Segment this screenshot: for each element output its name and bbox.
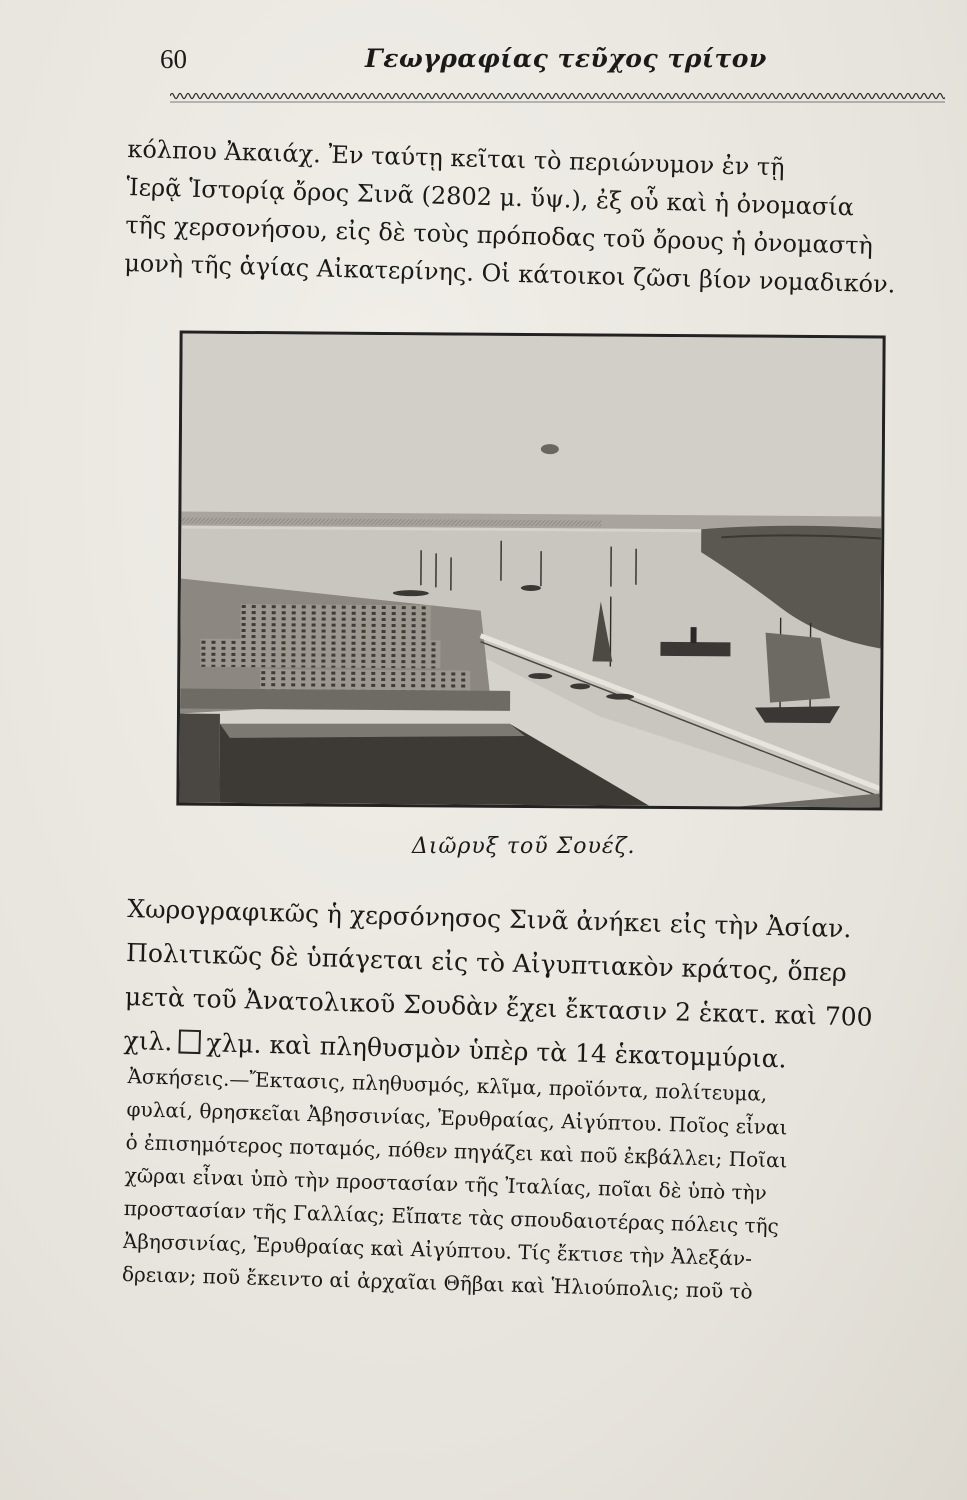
text-line: κόλπου Ἀκαιάχ. Ἐν ταύτῃ κεῖται τὸ περιώνυμον ἐν τῇ xyxy=(127,134,785,182)
text-line: φυλαί, θρησκεῖαι Ἀβησσινίας, Ἐρυθραίας, Αἰγύπτου. Ποῖος εἶναι xyxy=(126,1096,788,1140)
text-line: Ἀσκήσεις.—Ἔκτασις, πληθυσμός, κλῖμα, προϊόντα, πολίτευμα, xyxy=(127,1063,768,1106)
text-line: μετὰ τοῦ Ἀνατολικοῦ Σουδὰν ἔχει ἔκτασιν 2 ἑκατ. καὶ 700 xyxy=(124,981,873,1032)
figure-caption: Διῶρυξ τοῦ Σουέζ. xyxy=(412,834,636,859)
top-paragraph xyxy=(124,130,943,305)
page-header xyxy=(160,40,940,90)
suez-canal-illustration xyxy=(176,331,885,811)
text-line: προστασίαν τῆς Γαλλίας; Εἴπατε τὰς σπουδαιοτέρας πόλεις τῆς xyxy=(123,1195,780,1239)
header-wavy-rule xyxy=(170,90,945,106)
text-line: ὁ ἐπισημότερος ποταμός, πόθεν πηγάζει καὶ ποῦ ἐκβάλλει; Ποῖαι xyxy=(125,1129,788,1173)
running-title: Γεωγραφίας τεῦχος τρίτον xyxy=(365,44,767,73)
text-after-box: χλμ. καὶ πληθυσμὸν ὑπὲρ τὰ 14 ἑκατομμύρια. xyxy=(206,1028,787,1074)
text-line: χῶραι εἶναι ὑπὸ τὴν προστασίαν τῆς Ἰταλίας, ποῖαι δὲ ὑπὸ τὴν xyxy=(124,1162,768,1205)
text-line: Ἀβησσινίας, Ἐρυθραίας καὶ Αἰγύπτου. Τίς ἔκτισε τὴν Ἀλεξάν- xyxy=(122,1228,753,1271)
text-line: δρειαν; ποῦ ἔκειντο αἱ ἀρχαῖαι Θῆβαι καὶ Ἡλιούπολις; ποῦ τὸ xyxy=(121,1261,754,1304)
page-number: 60 xyxy=(160,44,187,74)
text-before-box: χιλ. xyxy=(123,1025,173,1057)
text-line: Ἱερᾷ Ἱστορίᾳ ὄρος Σινᾶ (2802 μ. ὕψ.), ἐξ οὗ καὶ ἡ ὀνομασία xyxy=(126,172,855,222)
middle-paragraph xyxy=(123,887,943,1086)
text-line: Χωρογραφικῶς ἡ χερσόνησος Σινᾶ ἀνήκει εἰς τὴν Ἀσίαν. xyxy=(126,893,852,944)
text-line: τῆς χερσονήσου, εἰς δὲ τοὺς πρόποδας τοῦ ὄρους ἡ ὀνομαστὴ xyxy=(124,210,874,260)
harbor-engraving xyxy=(179,334,882,808)
square-symbol-icon xyxy=(178,1029,201,1054)
text-line: Πολιτικῶς δὲ ὑπάγεται εἰς τὸ Αἰγυπτιακὸν κράτος, ὅπερ xyxy=(125,937,848,988)
exercises-paragraph xyxy=(122,1060,943,1314)
text-line: μονὴ τῆς ἁγίας Αἰκατερίνης. Οἱ κάτοικοι ζῶσι βίον νομαδικόν. xyxy=(123,248,896,299)
